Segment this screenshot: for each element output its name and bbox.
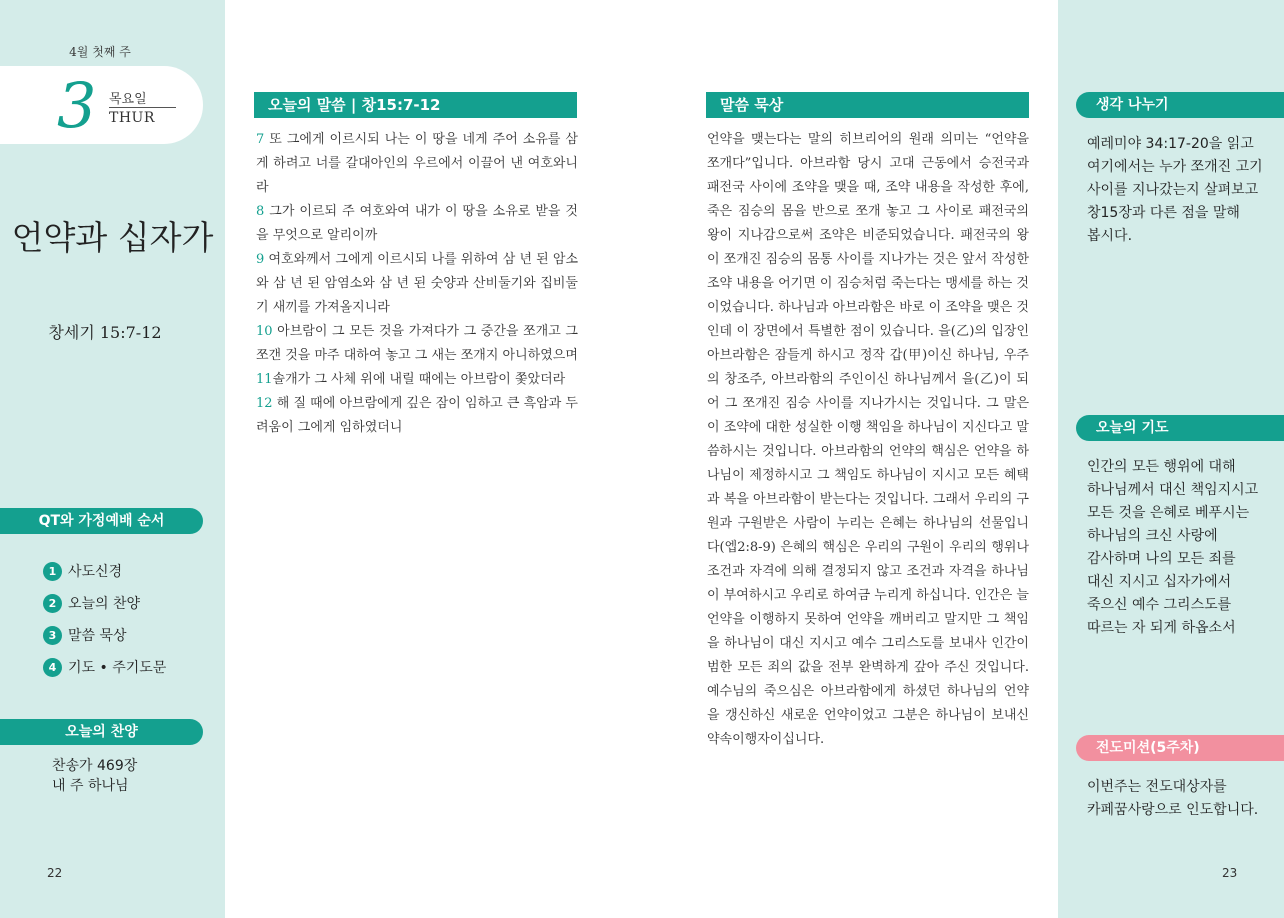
page-title: 언약과 십자가 [11,218,214,257]
verse-9 [256,252,578,315]
prayer-line: 인간의 모든 행위에 대해 [1087,459,1236,475]
order-item-label: 기도 • 주기도문 [68,660,167,676]
prayer-section-header: 오늘의 기도 [1076,415,1284,441]
prayer-line: 모든 것을 은혜로 베푸시는 [1087,505,1250,521]
verses-block [256,128,578,440]
share-line: 사이를 지나갔는지 살펴보고 [1087,182,1259,198]
prayer-line: 따르는 자 되게 하옵소서 [1087,620,1236,636]
verse-8 [256,204,578,243]
meditation-section-header: 말씀 묵상 [706,92,1029,118]
hymn-number: 찬송가 469장 [52,758,138,774]
share-line: 봅시다. [1087,228,1133,244]
verse-text: 아브람이 그 모든 것을 가져다가 그 중간을 쪼개고 그 쪼갠 것을 마주 대하여 놓고 그 새는 쪼개지 아니하였으며 [256,324,578,363]
list-item [43,651,166,683]
order-number-badge: 4 [43,658,62,677]
share-line: 창15장과 다른 점을 말해 [1087,205,1240,221]
verse-11 [256,372,565,387]
prayer-line: 죽으신 예수 그리스도를 [1087,597,1232,613]
scripture-reference: 창세기 15:7-12 [48,323,162,342]
mission-text [1087,776,1267,822]
order-item-label: 사도신경 [68,564,123,580]
date-badge [0,66,203,144]
order-number-badge: 1 [43,562,62,581]
order-item-label: 말씀 묵상 [68,628,127,644]
verse-7 [256,132,578,195]
prayer-line: 감사하며 나의 모든 죄를 [1087,551,1236,567]
share-section-header: 생각 나누기 [1076,92,1284,118]
verse-number: 9 [256,252,265,267]
word-section-header: 오늘의 말씀 | 창15:7-12 [254,92,577,118]
share-line: 여기에서는 누가 쪼개진 고기 [1087,159,1263,175]
hymn-section-header: 오늘의 찬양 [0,719,203,745]
verse-text: 또 그에게 이르시되 나는 이 땅을 네게 주어 소유를 삼게 하려고 너를 갈대아인의 우르에서 이끌어 낸 여호와니라 [256,132,578,195]
order-number-badge: 3 [43,626,62,645]
verse-text: 솔개가 그 사체 위에 내릴 때에는 아브람이 쫓았더라 [272,372,566,387]
weekday-english: THUR [109,110,155,126]
verse-number: 11 [256,372,273,387]
verse-10 [256,324,578,363]
hymn-title: 내 주 하나님 [52,778,129,794]
mission-section-header: 전도미션(5주차) [1076,735,1284,761]
verse-text: 해 질 때에 아브람에게 깊은 잠이 임하고 큰 흑암과 두려움이 그에게 임하였더니 [256,396,578,435]
prayer-line: 하나님께서 대신 책임지시고 [1087,482,1259,498]
weekday-divider [109,107,176,108]
mission-line: 이번주는 전도대상자를 [1087,779,1227,795]
order-number-badge: 2 [43,594,62,613]
verse-number: 8 [256,204,265,219]
verse-12 [256,396,578,435]
meditation-text: 언약을 맺는다는 말의 히브리어의 원래 의미는 “언약을 쪼개다”입니다. 아브라함 당시 고대 근동에서 승전국과 패전국 사이에 조약을 맺을 때, 조약 내용을 작성한 후에, 죽은 짐승의 몸을 반으로 쪼개 놓고 그 사이로 패전국의 왕이 지나감으로써 조약은 비준되었습니다. 패전국의 왕이 쪼개진 짐승의 몸통 사이를 지나가는 것은 앞서 작성한 조약 내용을 어기면 이 짐승처럼 죽는다는 맹세를 하는 것이었습니다. 하나님과 아브라함은 바로 이 조약을 맺은 것인데 이 장면에서 특별한 점이 있습니다. 을(乙)의 입장인 아브라함은 잠들게 하시고 정작 갑(甲)이신 하나님, 우주의 창조주, 아브라함의 주인이신 하나님께서 을(乙)이 되어 그 쪼개진 짐승 사이를 지나가시는 것입니다. 그 말은 이 조약에 대한 성실한 이행 책임을 하나님이 지신다고 말씀하시는 것입니다. 아브라함의 언약의 핵심은 언약을 하나님이 제정하시고 그 책임도 하나님이 지시고 모든 혜택과 복을 아브라함이 받는다는 것입니다. 그래서 우리의 구원과 구원받은 사람이 누리는 은혜는 하나님의 선물입니다(엡2:8-9) 은혜의 핵심은 우리의 구원이 우리의 행위나 조건과 자격에 의해 결정되지 않고 조건과 자격을 하나님이 부여하시고 우리로 하여금 누리게 하십니다. 인간은 늘 언약을 이행하지 못하여 언약을 깨버리고 말지만 그 책임을 하나님이 대신 지시고 예수 그리스도를 보내사 인간이 범한 모든 죄의 값을 전부 완벽하게 갚아 주신 것입니다. 예수님의 죽으심은 아브라함에게 하셨던 하나님의 언약을 갱신하신 새로운 언약이었고 그분은 하나님이 보내신 약속이행자이십니다. [707,132,1029,747]
share-text [1087,133,1267,248]
verse-number: 12 [256,396,273,411]
verse-number: 10 [256,324,273,339]
list-item [43,555,166,587]
share-line: 예레미야 34:17-20을 읽고 [1087,136,1254,152]
order-item-label: 오늘의 찬양 [68,596,141,612]
list-item [43,587,166,619]
prayer-line: 대신 지시고 십자가에서 [1087,574,1232,590]
verse-text: 여호와께서 그에게 이르시되 나를 위하여 삼 년 된 암소와 삼 년 된 암염소와 삼 년 된 숫양과 산비둘기와 집비둘기 새끼를 가져올지니라 [256,252,578,315]
page-number-left: 22 [47,866,63,880]
verse-text: 그가 이르되 주 여호와여 내가 이 땅을 소유로 받을 것을 무엇으로 알리이까 [256,204,578,243]
order-list [43,555,166,683]
list-item [43,619,166,651]
weekday-korean: 목요일 [109,92,147,107]
hymn-info [52,756,137,796]
verse-number: 7 [256,132,265,147]
mission-line: 카페꿈사랑으로 인도합니다. [1087,802,1259,818]
order-section-header: QT와 가정예배 순서 [0,508,203,534]
day-number: 3 [57,69,97,142]
prayer-text [1087,456,1267,640]
prayer-line: 하나님의 크신 사랑에 [1087,528,1218,544]
page-number-right: 23 [1222,866,1238,880]
week-label: 4월 첫째 주 [69,45,131,59]
